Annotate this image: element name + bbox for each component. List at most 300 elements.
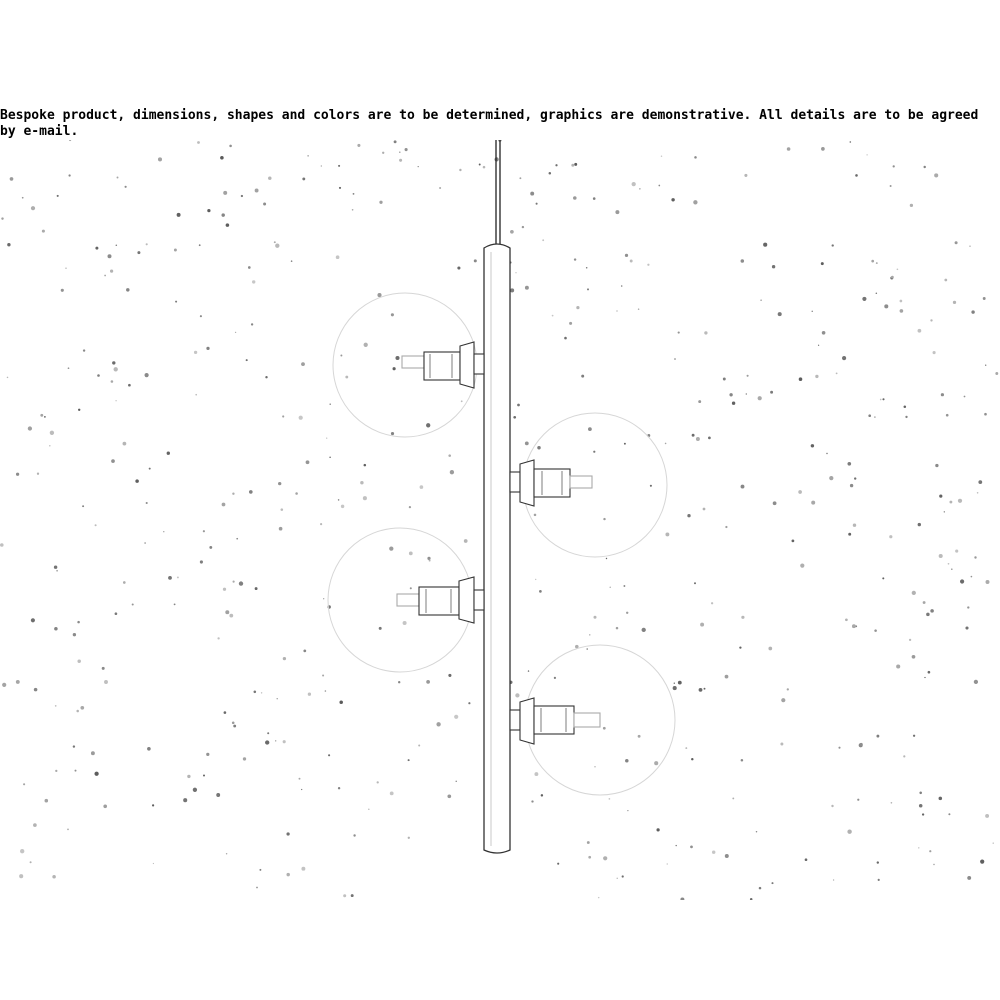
speckle (77, 659, 80, 662)
speckle (61, 289, 64, 292)
speckle (200, 315, 202, 317)
suspension-cable (496, 140, 500, 245)
speckle (685, 747, 687, 749)
speckle (42, 230, 45, 233)
speckle (661, 156, 662, 157)
speckle (829, 476, 833, 480)
speckle (696, 437, 700, 441)
speckle (125, 186, 127, 188)
speckle (787, 688, 789, 690)
speckle (569, 322, 572, 325)
speckle (831, 805, 833, 807)
speckle (630, 260, 633, 263)
speckle (772, 265, 775, 268)
speckle (838, 747, 840, 749)
speckle (725, 526, 727, 528)
speckle (368, 808, 370, 810)
speckle (853, 523, 856, 526)
speckle (77, 621, 80, 624)
speckle (805, 858, 808, 861)
speckle (439, 187, 441, 189)
speckle (621, 285, 623, 287)
speckle (667, 863, 668, 864)
speckle (254, 691, 257, 694)
socket-right-4 (510, 698, 600, 744)
speckle (918, 329, 922, 333)
speckle (377, 293, 381, 297)
speckle (576, 306, 579, 309)
speckle (394, 140, 397, 143)
speckle (606, 558, 607, 559)
speckle (299, 778, 301, 780)
speckle (83, 349, 85, 351)
speckle (448, 454, 451, 457)
speckle (510, 230, 514, 234)
speckle (928, 671, 931, 674)
speckle (91, 751, 95, 755)
speckle (427, 557, 430, 560)
speckle (436, 722, 440, 726)
speckle (910, 204, 913, 207)
speckle (308, 693, 311, 696)
speckle (34, 688, 38, 692)
speckle (67, 829, 69, 831)
speckle (146, 243, 148, 245)
speckle (969, 245, 971, 247)
speckle (626, 612, 628, 614)
speckle (391, 313, 394, 316)
speckle (650, 485, 652, 487)
speckle (821, 262, 824, 265)
speckle (588, 427, 592, 431)
speckle (603, 856, 607, 860)
speckle (984, 413, 987, 416)
speckle (690, 846, 693, 849)
speckle (849, 141, 851, 143)
speckle (922, 813, 924, 815)
speckle (625, 759, 629, 763)
speckle (836, 372, 838, 374)
speckle (65, 267, 67, 269)
speckle (625, 254, 628, 257)
speckle (277, 698, 278, 699)
speckle (49, 445, 51, 447)
speckle (320, 523, 322, 525)
speckle (114, 367, 118, 371)
speckle (94, 772, 98, 776)
speckle (675, 845, 676, 846)
speckle (341, 505, 344, 508)
speckle (756, 831, 757, 832)
speckle (557, 863, 559, 865)
speckle (267, 732, 269, 734)
speckle (33, 823, 37, 827)
speckle (420, 485, 424, 489)
speckle (787, 147, 791, 151)
speckle (241, 195, 243, 197)
speckle (531, 800, 533, 802)
speckle (352, 209, 354, 211)
speckle (408, 837, 410, 839)
speckle (704, 688, 706, 690)
speckle (552, 315, 554, 317)
speckle (944, 511, 945, 512)
speckle (135, 479, 139, 483)
speckle (360, 481, 363, 484)
speckle (393, 367, 396, 370)
speckle (364, 343, 368, 347)
speckle (167, 452, 170, 455)
speckle (896, 664, 900, 668)
speckle (207, 209, 210, 212)
speckle (408, 759, 410, 761)
speckle (265, 740, 269, 744)
speckle (2, 683, 6, 687)
speckle (82, 505, 84, 507)
speckle (876, 262, 878, 264)
speckle (206, 753, 209, 756)
speckle (102, 667, 105, 670)
speckle (537, 446, 540, 449)
speckle (195, 394, 197, 396)
speckle (960, 579, 964, 583)
speckle (594, 766, 595, 767)
speckle (893, 165, 895, 167)
speckle (944, 279, 947, 282)
speckle (474, 259, 477, 262)
speckle (678, 681, 682, 685)
speckle (286, 873, 289, 876)
speckle (581, 375, 584, 378)
speckle (642, 628, 646, 632)
speckle (934, 173, 938, 177)
speckle (144, 542, 146, 544)
speckle (750, 898, 753, 900)
speckle (76, 710, 79, 713)
speckle (336, 255, 340, 259)
speckle (725, 854, 729, 858)
speckle (832, 244, 834, 246)
speckle (534, 514, 537, 517)
speckle (967, 876, 971, 880)
speckle (542, 239, 544, 241)
speckle (248, 266, 251, 269)
speckle (78, 409, 80, 411)
speckle (55, 770, 57, 772)
speckle (815, 375, 818, 378)
speckle (850, 484, 853, 487)
speckle (909, 639, 911, 641)
speckle (274, 241, 276, 243)
speckle (955, 550, 958, 553)
speckle (868, 414, 871, 417)
speckle (236, 538, 238, 540)
speckle (897, 268, 899, 270)
speckle (732, 797, 734, 799)
speckle (939, 495, 942, 498)
speckle (206, 347, 209, 350)
speckle (379, 201, 382, 204)
speckle (995, 372, 998, 375)
speckle (426, 680, 430, 684)
speckle (977, 492, 979, 494)
speckle (323, 598, 324, 599)
speckle (698, 400, 701, 403)
speckle (194, 351, 197, 354)
speckle (193, 788, 197, 792)
speckle (479, 164, 481, 166)
speckle (301, 362, 305, 366)
speckle (586, 648, 588, 650)
speckle (291, 260, 293, 262)
speckle (587, 841, 590, 844)
speckle (847, 830, 851, 834)
speckle (770, 391, 773, 394)
speckle (884, 304, 888, 308)
speckle (97, 374, 100, 377)
speckle (379, 627, 382, 630)
speckle (28, 426, 32, 430)
speckle (303, 650, 306, 653)
speckle (339, 701, 343, 705)
speckle (391, 432, 394, 435)
lamp-rod (484, 244, 510, 853)
speckle (967, 606, 969, 608)
speckle (483, 166, 486, 169)
speckle (930, 319, 932, 321)
speckle (55, 705, 57, 707)
speckle (616, 627, 619, 630)
speckle (763, 243, 767, 247)
speckle (115, 400, 116, 401)
speckle (647, 264, 649, 266)
speckle (0, 543, 4, 547)
speckle (978, 480, 982, 484)
speckle (363, 496, 367, 500)
speckle (95, 524, 97, 526)
speckle (833, 879, 834, 880)
speckle (152, 804, 154, 806)
speckle (261, 692, 262, 693)
speckle (800, 564, 804, 568)
speckle (268, 176, 271, 179)
speckle (974, 680, 978, 684)
speckle (588, 856, 591, 859)
speckle (461, 400, 463, 402)
speckle (624, 443, 626, 445)
speckle (971, 576, 973, 578)
speckle (389, 546, 393, 550)
speckle (811, 501, 815, 505)
speckle (104, 275, 106, 277)
speckle (758, 396, 762, 400)
speckle (110, 270, 113, 273)
speckle (111, 380, 114, 383)
speckle (281, 508, 284, 511)
speckle (609, 798, 611, 800)
speckle (549, 172, 552, 175)
speckle (328, 754, 330, 756)
speckle (525, 441, 529, 445)
speckle (759, 887, 762, 890)
speckle (574, 163, 577, 166)
speckle (353, 193, 355, 195)
speckle (279, 527, 283, 531)
speckle (741, 616, 744, 619)
speckle (673, 686, 677, 690)
speckle (405, 148, 408, 151)
speckle (687, 514, 690, 517)
speckle (464, 539, 468, 543)
speckle (598, 897, 599, 898)
speckle (325, 690, 327, 692)
speckle (153, 863, 154, 864)
speckle (654, 761, 658, 765)
speckle (571, 164, 574, 167)
speckle (23, 783, 25, 785)
speckle (798, 490, 802, 494)
speckle (252, 280, 255, 283)
speckle (263, 203, 266, 206)
speckle (54, 565, 57, 568)
socket-right-2 (510, 460, 592, 506)
speckle (939, 554, 943, 558)
speckle (183, 798, 187, 802)
speckle (510, 288, 514, 292)
speckle (223, 191, 227, 195)
speckle (147, 747, 151, 751)
speckle (818, 345, 819, 346)
speckle (339, 187, 341, 189)
speckle (700, 623, 704, 627)
speckle (638, 735, 641, 738)
speckle (447, 794, 451, 798)
speckle (399, 159, 402, 162)
speckle (468, 702, 470, 704)
speckle (913, 735, 915, 737)
speckle (594, 616, 597, 619)
speckle (259, 869, 261, 871)
speckle (50, 431, 54, 435)
speckle (926, 613, 930, 617)
speckle (536, 203, 538, 205)
speckle (693, 200, 697, 204)
speckle (239, 581, 243, 585)
disclaimer-text: Bespoke product, dimensions, shapes and colors are to be determined, graphics are demonstrative. All details are to be agreed by e-mail. (0, 108, 979, 139)
speckle (16, 680, 20, 684)
speckle (948, 563, 950, 565)
speckle (826, 453, 827, 454)
speckle (603, 727, 606, 730)
speckle (778, 312, 782, 316)
speckle (174, 249, 177, 252)
speckle (918, 847, 919, 848)
speckle (37, 473, 39, 475)
speckle (955, 241, 958, 244)
speckle (448, 674, 451, 677)
speckle (187, 775, 190, 778)
speckle (746, 393, 747, 394)
speckle (410, 587, 412, 589)
speckle (729, 393, 732, 396)
speckle (723, 378, 726, 381)
speckle (900, 300, 903, 303)
speckle (854, 477, 856, 479)
speckle (974, 556, 976, 558)
speckle (338, 165, 340, 167)
speckle (821, 147, 825, 151)
speckle (773, 501, 777, 505)
socket-left-3 (397, 577, 484, 623)
speckle (946, 414, 949, 417)
speckle (7, 243, 10, 246)
speckle (137, 251, 140, 254)
speckle (353, 834, 355, 836)
speckle (878, 879, 880, 881)
speckle (221, 213, 224, 216)
speckle (40, 414, 43, 417)
speckle (812, 311, 813, 312)
speckle (747, 375, 749, 377)
speckle (275, 244, 279, 248)
speckle (426, 423, 430, 427)
speckle (149, 468, 151, 470)
speckle (115, 612, 118, 615)
speckle (842, 356, 846, 360)
speckle (220, 156, 224, 160)
speckle (126, 288, 129, 291)
speckle (860, 743, 863, 746)
speckle (1, 217, 3, 219)
speckle (44, 416, 46, 418)
speckle (429, 560, 431, 562)
speckle (251, 323, 253, 325)
speckle (876, 292, 878, 294)
speckle (900, 309, 904, 313)
speckle (933, 864, 934, 865)
speckle (555, 164, 557, 166)
speckle (671, 198, 674, 201)
speckle (744, 174, 747, 177)
speckle (56, 570, 58, 572)
speckle (73, 633, 76, 636)
speckle (255, 587, 258, 590)
speckle (534, 772, 538, 776)
speckle (351, 894, 354, 897)
speckle (741, 259, 745, 263)
speckle (409, 506, 411, 508)
speckle (882, 398, 884, 400)
speckle (933, 351, 936, 354)
speckle (980, 860, 984, 864)
speckle (199, 244, 201, 246)
speckle (54, 627, 58, 631)
speckle (20, 849, 24, 853)
speckle (871, 260, 874, 263)
speckle (278, 482, 281, 485)
speckle (665, 443, 667, 445)
speckle (283, 740, 286, 743)
speckle (232, 493, 234, 495)
speckle (409, 552, 413, 556)
speckle (874, 629, 877, 632)
speckle (617, 878, 618, 879)
speckle (589, 634, 590, 635)
speckle (923, 601, 926, 604)
speckle (564, 337, 567, 340)
speckle (321, 165, 322, 166)
speckle (792, 540, 795, 543)
